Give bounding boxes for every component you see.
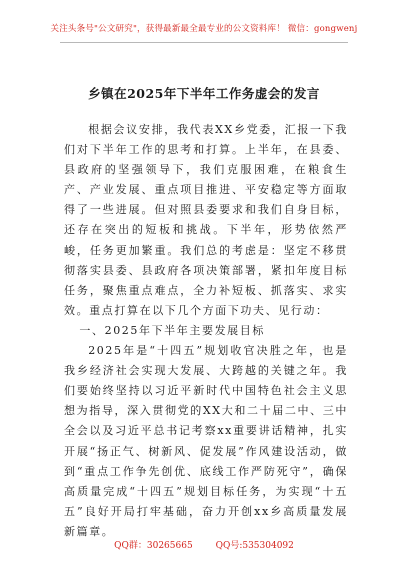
document-body (64, 120, 348, 542)
intro-paragraph: 根据会议安排，我代表XX乡党委，汇报一下我们对下半年工作的思考和打算。上半年，在县委、县政府的坚强领导下，我们克服困难，在粮食生产、产业发展、重点项目推进、平安稳定等方面取得了一些进展。但对照县委要求和我们自身目标，还存在突出的短板和挑战。下半年，形势依然严峻，任务更加繁重。我们总的考虑是：坚定不移贯彻落实县委、县政府各项决策部署，紧扣年度目标任务，聚焦重点难点，全力补短板、抓落实、求实效。重点打算在以下几个方面下功夫、见行动： (64, 123, 348, 317)
document-title: 乡镇在2025年下半年工作务虚会的发言 (88, 86, 320, 101)
header-note: 关注头条号"公文研究"，获得最新最全最专业的公文资料库！ 微信：gongwenj (50, 24, 358, 34)
header-divider (60, 42, 348, 43)
section-heading: 一、2025年下半年主要发展目标 (79, 323, 265, 337)
footer-qq-number: QQ号:535304092 (215, 541, 294, 551)
footer-contact (0, 538, 408, 551)
footer-qq-group: QQ群：30265665 (114, 541, 193, 551)
section-paragraph: 2025年是“十四五”规划收官决胜之年，也是我乡经济社会实现大发展、大跨越的关键之年。我们要始终坚持以习近平新时代中国特色社会主义思想为指导，深入贯彻党的XX大和二十届二中、三中全会以及习近平总书记考察xx重要讲话精神，扎实开展“扬正气、树新风、促发展”作风建设活动，做到“重点工作争先创优、底线工作严防死守”，确保高质量完成“十四五”规划目标任务，为实现“十五五”良好开局打牢基础，奋力开创xx乡高质量发展新篇章。 (64, 344, 348, 538)
